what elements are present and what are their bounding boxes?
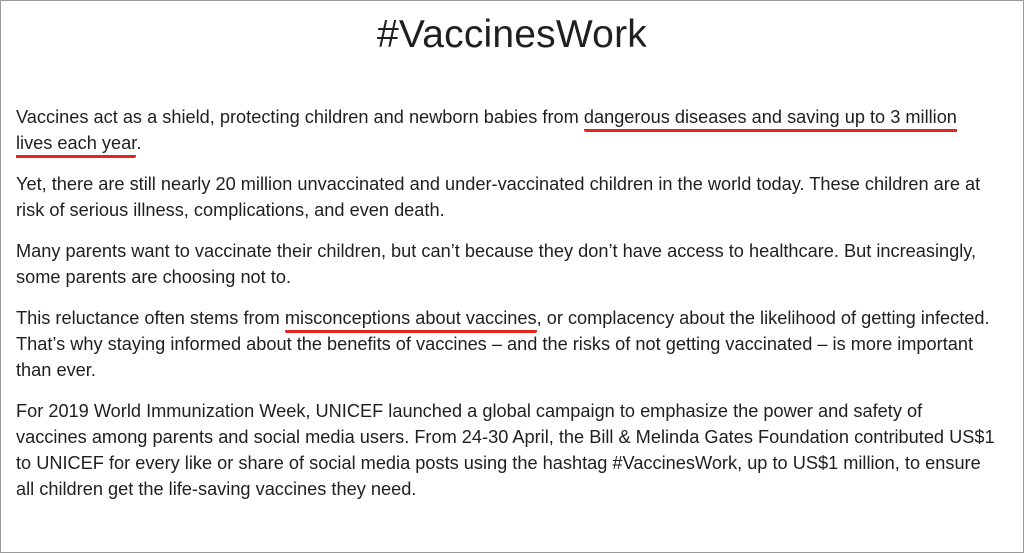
paragraph-3: Many parents want to vaccinate their children, but can’t because they don’t have access to healthcare. But increasingly, some parents are choosing not to. — [16, 241, 977, 287]
paragraph-2: Yet, there are still nearly 20 million unvaccinated and under-vaccinated children in the world today. These children are at risk of serious illness, complications, and even death. — [16, 174, 981, 220]
paragraph-5: For 2019 World Immunization Week, UNICEF launched a global campaign to emphasize the power and safety of vaccines among parents and social media users. From 24-30 April, the Bill & Melinda Gates Foundation contributed US$1 to UNICEF for every like or share of social media posts using the hashtag #VaccinesWork, up to US$1 million, to ensure all children get the life-saving vaccines they need. — [16, 401, 995, 499]
article-body — [16, 104, 996, 517]
paragraph-4 — [16, 305, 996, 383]
highlighted-phrase-lives-saved: dangerous diseases and saving up to 3 million lives each year — [16, 107, 957, 158]
paragraph-1-text-after: . — [136, 133, 142, 153]
paragraph-4-text-before: This reluctance often stems from — [16, 308, 285, 328]
paragraph-1-text-before: Vaccines act as a shield, protecting children and newborn babies from — [16, 107, 584, 127]
paragraph-4-text-after: , or complacency about the likelihood of getting infected. That’s why staying informed about the benefits of vaccines – and the risks of not getting vaccinated – is more important than ever. — [16, 308, 990, 380]
paragraph-1 — [16, 104, 996, 156]
page-title: #VaccinesWork — [377, 13, 647, 56]
highlighted-phrase-misconceptions: misconceptions about vaccines — [285, 308, 537, 333]
